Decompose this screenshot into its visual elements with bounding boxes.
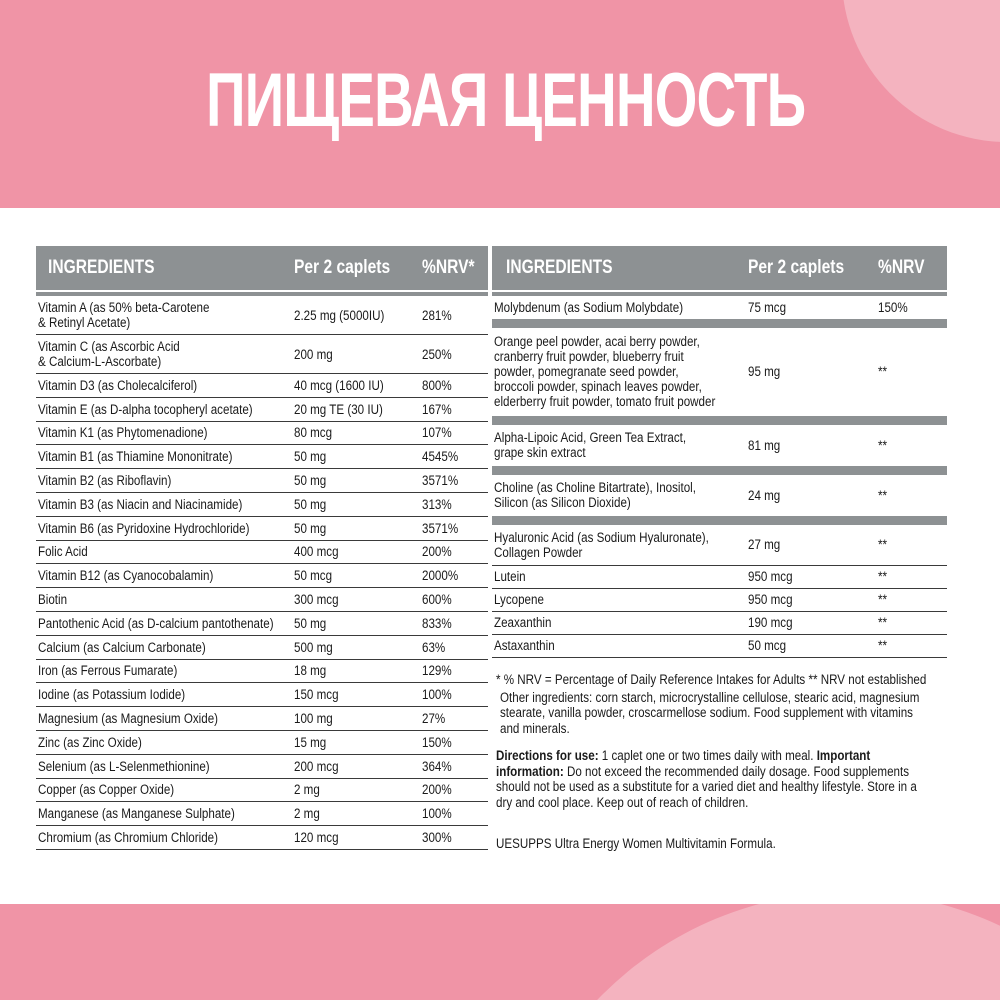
ingredient-name-line: Vitamin K1 (as Phytomenadione) [38,425,208,441]
table-row [36,660,488,684]
ingredient-nrv [422,425,488,440]
table-row [492,475,947,516]
ingredient-name [36,402,294,417]
ingredient-name-line: Choline (as Choline Bitartrate), Inositol, [494,480,696,495]
ingredient-nrv [878,364,947,379]
left-table-body [36,296,488,850]
ingredient-amount [748,537,878,552]
ingredient-name [36,425,294,440]
nrv-value: ** [878,437,888,453]
ingredient-name-line: Magnesium (as Magnesium Oxide) [38,711,219,727]
ingredient-name-line: broccoli powder, spinach leaves powder, [494,379,702,395]
nrv-value: ** [878,638,888,653]
group-divider [492,416,947,425]
ingredient-amount [294,425,422,440]
ingredient-nrv [878,300,947,315]
ingredient-name-line: Chromium (as Chromium Chloride) [38,830,218,846]
ingredient-name [36,782,294,797]
ingredient-amount [294,735,422,750]
important-text: Do not exceed the recommended daily dosage. Food supplements [563,763,910,779]
ingredient-name [36,640,294,655]
table-row [36,296,488,335]
col-nrv: %NRV [878,257,925,278]
ingredient-name [36,663,294,678]
ingredient-name [36,759,294,774]
important-text: dry and cool place. Keep out of reach of children. [496,794,749,810]
ingredient-amount [294,568,422,583]
footer-banner [0,904,1000,1000]
ingredient-name [36,735,294,750]
nrv-value: ** [878,569,888,584]
group-divider [492,516,947,525]
amount-value: 120 mcg [294,830,339,846]
nrv-value: 281% [422,307,452,323]
nrv-value: 833% [422,615,452,631]
ingredient-amount [294,640,422,655]
notes-section [496,672,948,852]
group-divider [492,319,947,328]
ingredient-name [492,569,748,584]
nrv-value: 600% [422,592,452,608]
ingredient-amount [748,364,878,379]
ingredient-name [36,300,294,330]
ingredient-name-line: Astaxanthin [494,638,555,653]
ingredient-name [36,687,294,702]
ingredient-name [36,592,294,607]
table-row [492,612,947,635]
ingredient-name [36,830,294,845]
amount-value: 150 mcg [294,687,339,703]
amount-value: 50 mg [294,520,327,536]
decorative-circle [500,904,1000,1000]
ingredient-name [36,378,294,393]
ingredient-nrv [422,521,488,536]
table-row [36,493,488,517]
ingredient-name-line: Silicon (as Silicon Dioxide) [494,495,631,510]
ingredient-name-line: Iodine (as Potassium Iodide) [38,687,186,703]
table-row [492,525,947,566]
ingredient-name-line: grape skin extract [494,445,586,460]
ingredient-nrv [422,640,488,655]
col-per-serving: Per 2 caplets [294,257,391,278]
ingredient-nrv [422,663,488,678]
table-row [492,635,947,658]
nrv-value: 129% [422,663,452,679]
ingredient-nrv [422,544,488,559]
table-row [36,636,488,660]
ingredient-amount [294,711,422,726]
ingredient-name-line: Alpha-Lipoic Acid, Green Tea Extract, [494,430,687,445]
ingredient-nrv [422,759,488,774]
ingredient-name-line: Collagen Powder [494,544,583,560]
table-row [492,566,947,589]
ingredient-name-line: Calcium (as Calcium Carbonate) [38,639,206,655]
nrv-value: ** [878,487,888,503]
amount-value: 2 mg [294,806,320,822]
other-ingredients-line: Other ingredients: corn starch, microcrystalline cellulose, stearic acid, magnesium [500,689,920,705]
nrv-value: 3571% [422,520,459,536]
ingredient-amount [294,347,422,362]
amount-value: 75 mcg [748,300,787,315]
col-nrv: %NRV* [422,257,475,278]
table-row [36,541,488,565]
table-row [36,612,488,636]
amount-value: 400 mcg [294,544,339,560]
table-row [36,398,488,422]
ingredient-nrv [422,568,488,583]
important-line [496,763,910,780]
ingredient-amount [748,488,878,503]
ingredient-name-line: Vitamin B12 (as Cyanocobalamin) [38,568,214,584]
table-row [36,826,488,850]
ingredient-amount [294,521,422,536]
amount-value: 950 mcg [748,592,793,607]
nrv-value: 63% [422,639,446,655]
nrv-value: 167% [422,401,452,417]
ingredient-amount [748,569,878,584]
ingredient-name [492,334,748,409]
ingredient-name-line: Vitamin B2 (as Riboflavin) [38,473,172,489]
ingredient-name [36,711,294,726]
amount-value: 24 mg [748,487,781,503]
ingredient-name-line: & Retinyl Acetate) [38,315,131,330]
ingredient-nrv [422,806,488,821]
amount-value: 50 mg [294,496,327,512]
ingredient-name [492,430,748,460]
table-row [36,802,488,826]
ingredient-name [36,449,294,464]
nrv-value: 100% [422,687,452,703]
ingredient-name-line: Lycopene [494,592,544,607]
table-row [36,564,488,588]
directions-text: 1 caplet one or two times daily with meal. [598,748,817,763]
table-row [36,588,488,612]
ingredient-name [36,806,294,821]
nrv-value: 27% [422,711,446,727]
ingredient-amount [294,449,422,464]
group-divider [492,466,947,475]
important-label: information: [496,763,564,779]
ingredient-nrv [422,830,488,845]
ingredient-nrv [422,592,488,607]
ingredient-name-line: Hyaluronic Acid (as Sodium Hyaluronate), [494,529,709,545]
nrv-value: ** [878,537,888,552]
ingredient-amount [294,830,422,845]
nrv-value: 200% [422,782,452,798]
amount-value: 15 mg [294,734,327,750]
amount-value: 300 mcg [294,592,339,608]
other-ingredients-line: and minerals. [500,720,570,736]
ingredient-name [492,638,748,653]
table-row [36,755,488,779]
ingredient-nrv [878,638,947,653]
amount-value: 50 mg [294,615,327,631]
other-ingredients [496,690,948,737]
ingredient-name-line: elderberry fruit powder, tomato fruit powder [494,394,716,410]
ingredient-name-line: Vitamin E (as D-alpha tocopheryl acetate) [38,401,253,417]
ingredient-nrv [422,735,488,750]
nrv-value: 200% [422,544,452,560]
amount-value: 190 mcg [748,615,793,630]
ingredient-nrv [878,569,947,584]
ingredient-name [36,497,294,512]
ingredient-nrv [422,378,488,393]
table-row [36,335,488,374]
ingredient-amount [294,782,422,797]
directions-line [496,748,885,764]
ingredient-nrv [422,449,488,464]
amount-value: 500 mg [294,639,333,655]
directions-label: Directions for use: [496,748,599,763]
table-row [36,517,488,541]
ingredient-amount [294,473,422,488]
other-ingredients-line: stearate, vanilla powder, croscarmellose sodium. Food supplement with vitamins [500,705,914,720]
ingredient-name [492,300,748,315]
nrv-value: 100% [422,806,452,822]
amount-value: 27 mg [748,537,781,552]
ingredient-amount [294,806,422,821]
ingredient-name-line: Folic Acid [38,544,88,560]
nrv-value: ** [878,615,888,630]
ingredient-nrv [422,308,488,323]
ingredient-nrv [878,438,947,453]
ingredient-nrv [878,488,947,503]
table-row [36,731,488,755]
important-text: should not be used as a substitute for a varied diet and healthy lifestyle. Store in a [496,779,917,794]
page-title: ПИЩЕВАЯ ЦЕННОСТЬ [206,58,806,143]
nrv-value: 3571% [422,473,459,489]
amount-value: 20 mg TE (30 IU) [294,401,383,417]
ingredient-amount [294,759,422,774]
amount-value: 40 mcg (1600 IU) [294,377,384,393]
nrv-value: 150% [878,300,908,315]
nrv-value: 364% [422,758,452,774]
nrv-value: ** [878,592,888,607]
ingredient-name-line: Pantothenic Acid (as D-calcium pantothenate) [38,615,274,631]
ingredient-name [36,473,294,488]
amount-value: 50 mg [294,473,327,489]
nrv-value: ** [878,364,888,380]
ingredient-name [492,530,748,560]
ingredient-name [36,339,294,369]
table-row [36,374,488,398]
nrv-value: 250% [422,346,452,362]
ingredient-name-line: Vitamin B3 (as Niacin and Niacinamide) [38,496,243,512]
amount-value: 200 mcg [294,758,339,774]
nrv-value: 313% [422,496,452,512]
amount-value: 81 mg [748,437,781,453]
ingredient-amount [294,308,422,323]
ingredient-name-line: Vitamin B6 (as Pyridoxine Hydrochloride) [38,520,250,536]
ingredient-name [36,616,294,631]
table-row [36,445,488,469]
table-row [492,328,947,416]
nrv-footnote: * % NRV = Percentage of Daily Reference Intakes for Adults ** NRV not established [496,672,927,687]
table-row [36,422,488,446]
left-table-header [36,246,488,290]
ingredient-amount [748,300,878,315]
ingredient-nrv [422,473,488,488]
right-nutrition-table [492,246,947,658]
table-row [36,469,488,493]
ingredient-name [36,544,294,559]
ingredient-name [492,615,748,630]
ingredient-amount [294,663,422,678]
col-ingredients: INGREDIENTS [48,257,155,278]
amount-value: 95 mg [748,364,781,380]
right-table-body [492,296,947,658]
table-row [36,779,488,803]
ingredient-name-line: Zeaxanthin [494,615,552,630]
ingredient-name-line: Iron (as Ferrous Fumarate) [38,663,178,679]
amount-value: 50 mcg [748,638,787,653]
ingredient-nrv [422,616,488,631]
ingredient-amount [748,592,878,607]
ingredient-name-line: Selenium (as L-Selenmethionine) [38,758,210,774]
ingredient-amount [294,687,422,702]
ingredient-nrv [422,347,488,362]
ingredient-name-line: Orange peel powder, acai berry powder, [494,334,700,350]
ingredient-amount [748,615,878,630]
ingredient-nrv [878,537,947,552]
amount-value: 2 mg [294,782,320,798]
directions [496,748,948,810]
nrv-value: 2000% [422,568,459,584]
ingredient-name [36,521,294,536]
ingredient-amount [294,592,422,607]
ingredient-nrv [878,592,947,607]
amount-value: 100 mg [294,711,333,727]
ingredient-name-line: Biotin [38,592,68,608]
nrv-value: 4545% [422,449,459,465]
table-row [36,683,488,707]
table-row [492,589,947,612]
ingredient-name [36,568,294,583]
amount-value: 50 mcg [294,568,333,584]
nrv-value: 800% [422,377,452,393]
right-table-header [492,246,947,290]
amount-value: 80 mcg [294,425,333,441]
amount-value: 200 mg [294,346,333,362]
col-per-serving: Per 2 caplets [748,257,845,278]
header-banner [0,0,1000,208]
ingredient-amount [748,438,878,453]
nrv-value: 107% [422,425,452,441]
table-row [492,296,947,319]
ingredient-nrv [878,615,947,630]
ingredient-amount [748,638,878,653]
decorative-circle [842,0,1000,142]
col-ingredients: INGREDIENTS [506,257,613,278]
product-name-text: UESUPPS Ultra Energy Women Multivitamin Formula. [496,836,776,851]
ingredient-name-line: powder, pomegranate seed powder, [494,364,679,380]
ingredient-name-line: Manganese (as Manganese Sulphate) [38,806,235,822]
ingredient-nrv [422,687,488,702]
amount-value: 950 mcg [748,569,793,584]
ingredient-nrv [422,497,488,512]
ingredient-name-line: Copper (as Copper Oxide) [38,782,175,798]
ingredient-amount [294,378,422,393]
ingredient-amount [294,544,422,559]
product-name [496,836,948,852]
table-row [492,425,947,466]
ingredient-nrv [422,402,488,417]
ingredient-name [492,480,748,510]
ingredient-nrv [422,782,488,797]
ingredient-name-line: Vitamin D3 (as Cholecalciferol) [38,377,198,393]
ingredient-nrv [422,711,488,726]
ingredient-amount [294,497,422,512]
amount-value: 18 mg [294,663,327,679]
nrv-value: 300% [422,830,452,846]
table-row [36,707,488,731]
left-nutrition-table [36,246,488,850]
ingredient-name-line: Vitamin B1 (as Thiamine Mononitrate) [38,449,233,465]
nrv-value: 150% [422,734,452,750]
amount-value: 50 mg [294,449,327,465]
important-label: Important [816,748,871,763]
ingredient-name-line: Vitamin C (as Ascorbic Acid [38,339,180,354]
ingredient-name-line: Lutein [494,569,526,584]
ingredient-name-line: Molybdenum (as Sodium Molybdate) [494,300,684,315]
ingredient-name-line: Vitamin A (as 50% beta-Carotene [38,300,210,315]
amount-value: 2.25 mg (5000IU) [294,307,385,323]
ingredient-name-line: & Calcium-L-Ascorbate) [38,354,162,369]
ingredient-amount [294,616,422,631]
ingredient-name [492,592,748,607]
ingredient-name-line: cranberry fruit powder, blueberry fruit [494,349,684,365]
ingredient-name-line: Zinc (as Zinc Oxide) [38,734,142,750]
ingredient-amount [294,402,422,417]
